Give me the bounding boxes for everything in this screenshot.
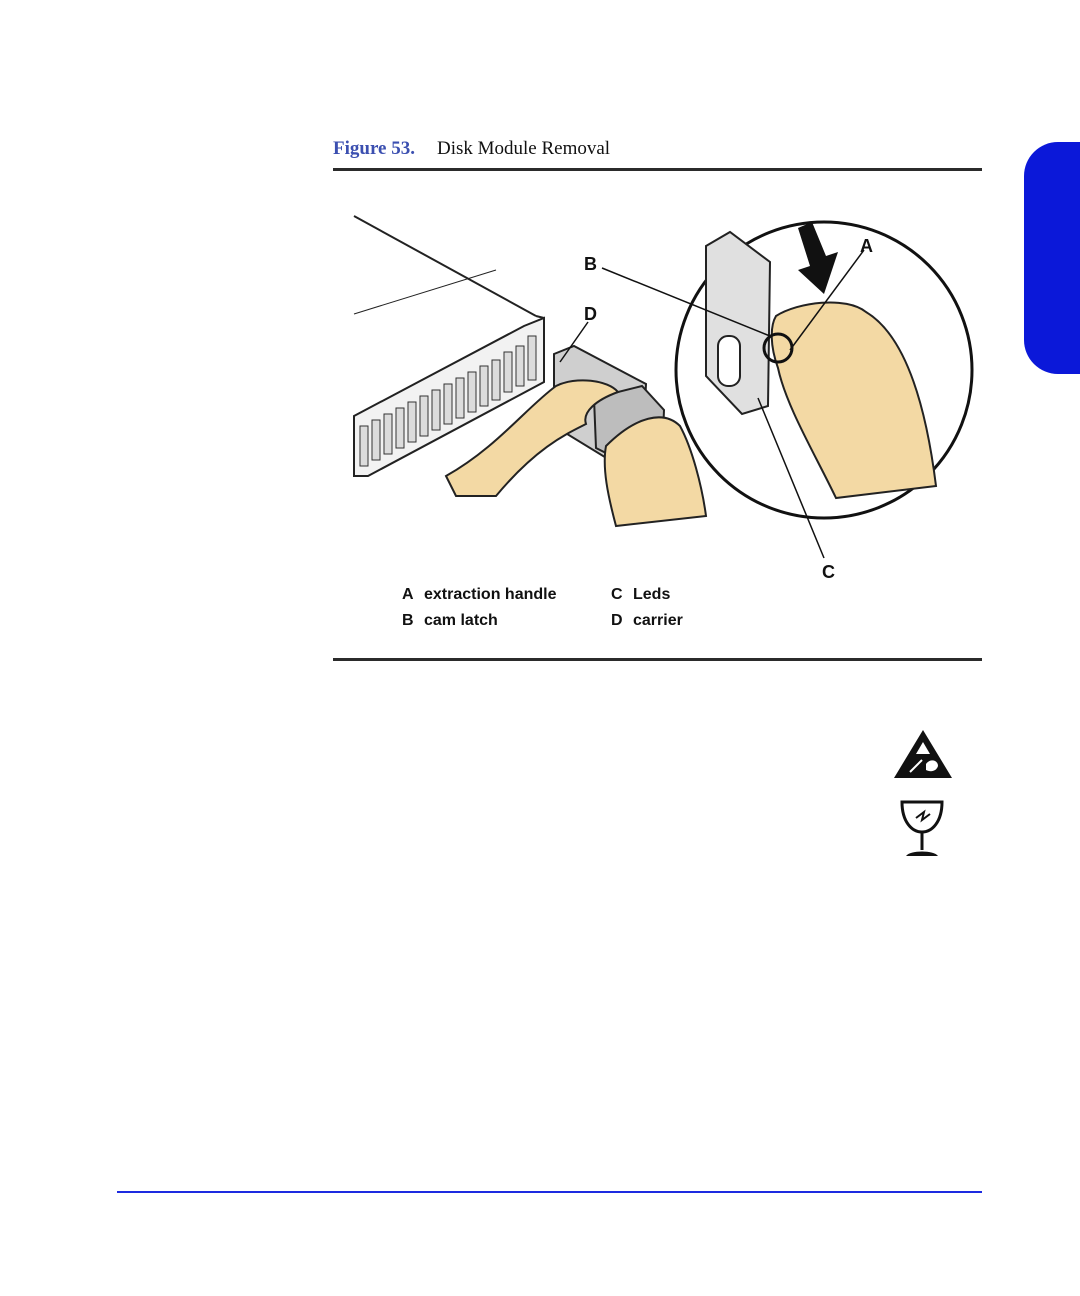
callout-b: B bbox=[584, 254, 597, 274]
legend-item-b bbox=[402, 612, 498, 630]
figure-top-rule bbox=[333, 168, 982, 171]
legend-item-d bbox=[611, 612, 683, 630]
legend-key: D bbox=[611, 612, 623, 629]
legend-key: A bbox=[402, 586, 414, 603]
legend-label: extraction handle bbox=[424, 586, 557, 603]
callout-d: D bbox=[584, 304, 597, 324]
figure-bottom-rule bbox=[333, 658, 982, 661]
legend-item-c bbox=[611, 586, 670, 604]
callout-c: C bbox=[822, 562, 835, 582]
figure-number: Figure 53. bbox=[333, 138, 415, 159]
disk-module-removal-illustration bbox=[346, 186, 986, 586]
legend-label: cam latch bbox=[424, 612, 498, 629]
chapter-tab bbox=[1024, 142, 1080, 374]
legend-key: B bbox=[402, 612, 414, 629]
callout-a: A bbox=[860, 236, 873, 256]
legend-key: C bbox=[611, 586, 623, 603]
legend-item-a bbox=[402, 586, 556, 604]
legend-label: Leds bbox=[633, 586, 671, 603]
fragile-glass-icon bbox=[894, 798, 950, 860]
figure-caption bbox=[333, 138, 610, 160]
figure-title: Disk Module Removal bbox=[436, 138, 611, 159]
esd-warning-icon bbox=[892, 728, 954, 780]
legend-label: carrier bbox=[633, 612, 683, 629]
footer-rule bbox=[117, 1191, 982, 1193]
